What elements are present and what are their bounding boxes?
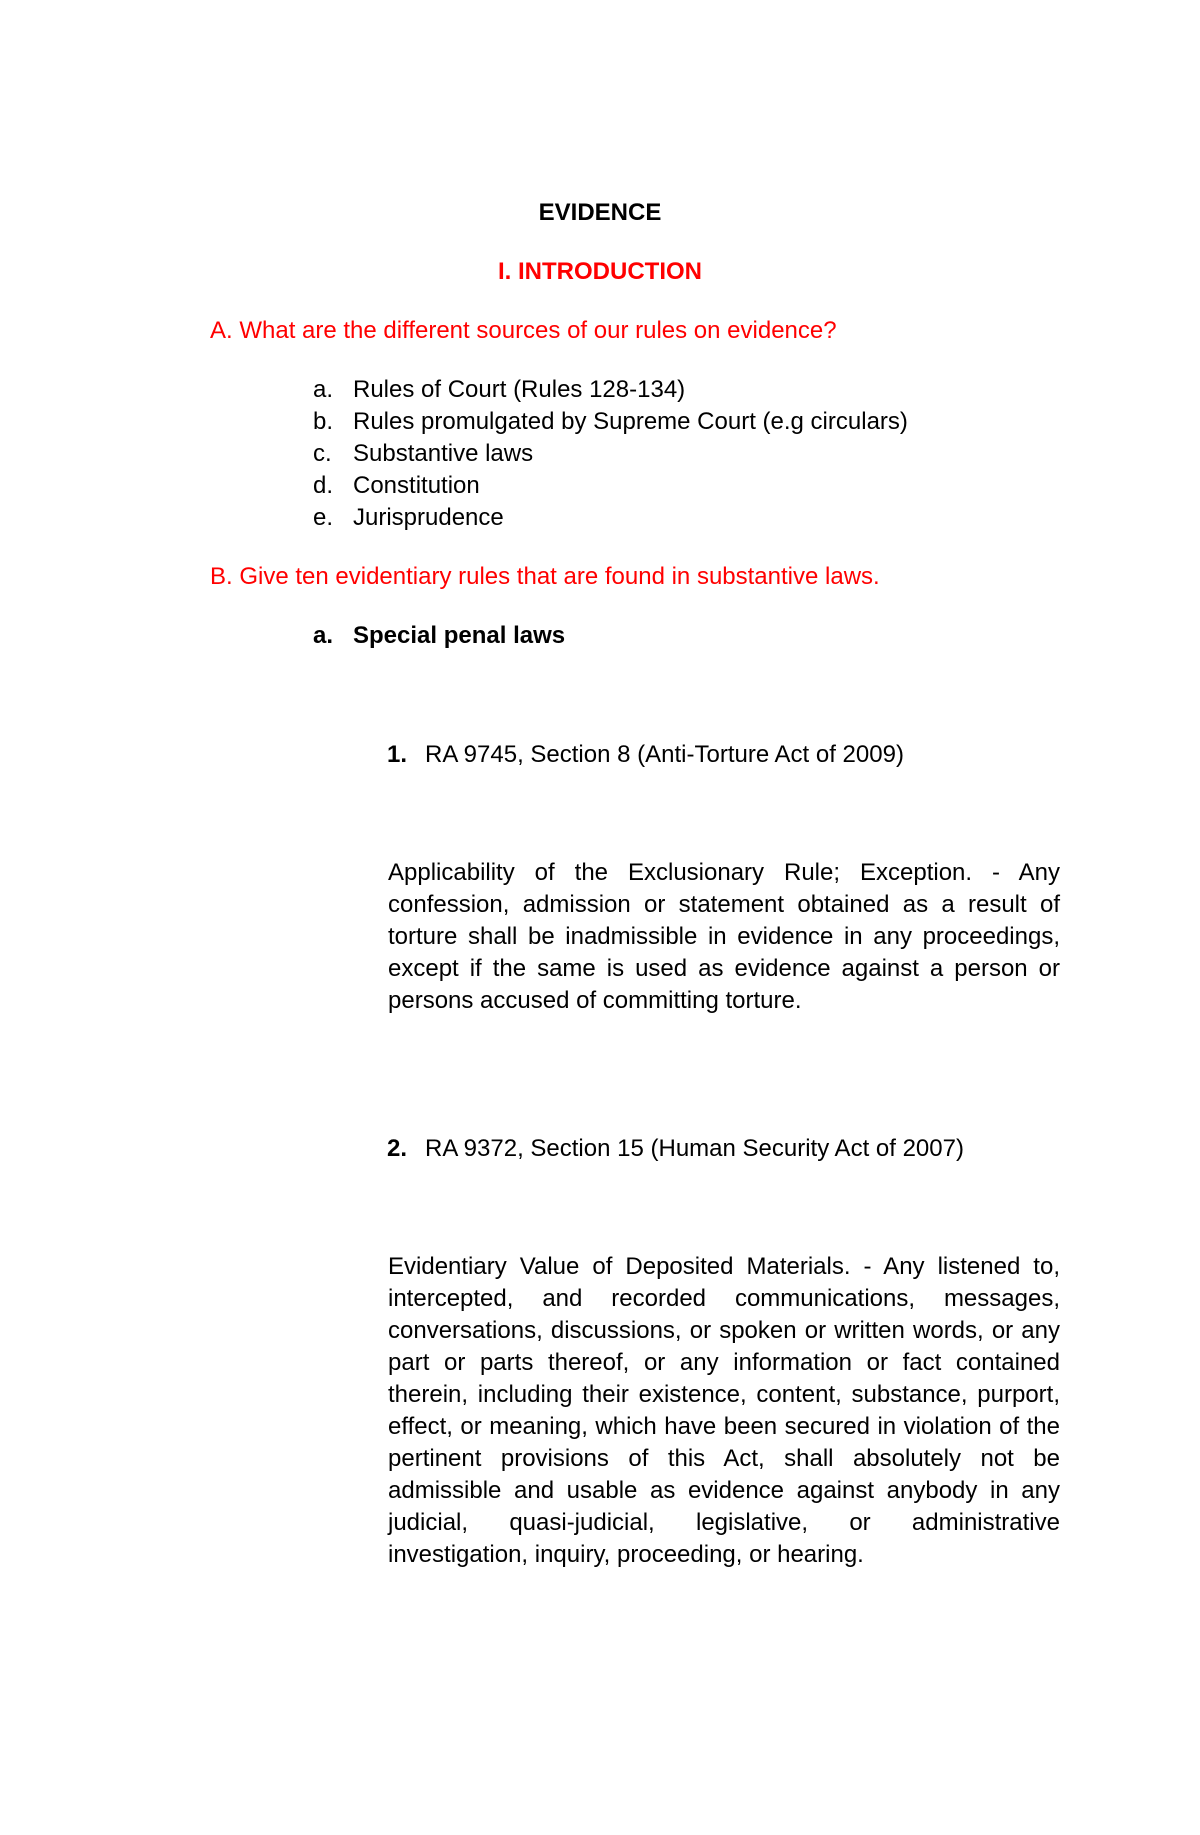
subheading-text: Special penal laws [353,622,566,649]
list-item-text: Constitution [353,472,480,499]
subheading-marker: a. [313,622,334,649]
section-heading: I. INTRODUCTION [498,258,702,285]
item-1-body: Applicability of the Exclusionary Rule; Exception. - Any confession, admission or statement obtained as a result of torture shall be inadmissible in evidence in any proceedings, except if the same is used as evidence against a person or persons accused of committing torture. [388,859,1060,1014]
item-2-heading [387,1133,964,1165]
item-1-heading [387,739,904,771]
list-item [313,470,480,502]
item-citation: RA 9745, Section 8 (Anti-Torture Act of 2009) [425,741,904,768]
item-number: 1. [387,741,408,768]
list-marker: e. [313,504,334,531]
list-marker: d. [313,472,334,499]
question-a: A. What are the different sources of our rules on evidence? [210,317,837,344]
list-item-text: Substantive laws [353,440,534,467]
list-marker: b. [313,408,334,435]
item-citation: RA 9372, Section 15 (Human Security Act of 2007) [425,1135,964,1162]
list-item-text: Rules promulgated by Supreme Court (e.g circulars) [353,408,908,435]
document-title: EVIDENCE [538,199,662,226]
list-marker: a. [313,376,334,403]
question-b: B. Give ten evidentiary rules that are found in substantive laws. [210,563,880,590]
list-marker: c. [313,440,332,467]
subheading-special-penal-laws [313,620,565,652]
list-item [313,502,504,534]
list-item [313,406,908,438]
item-2-body: Evidentiary Value of Deposited Materials. - Any listened to, intercepted, and recorded communications, messages, conversations, discussions, or spoken or written words, or any part or parts thereof, or any information or fact contained therein, including their existence, content, substance, purport, effect, or meaning, which have been secured in violation of the pertinent provisions of this Act, shall absolutely not be admissible and usable as evidence against anybody in any judicial, quasi-judicial, legislative, or administrative investigation, inquiry, proceeding, or hearing. [388,1253,1060,1568]
list-item-text: Jurisprudence [353,504,504,531]
list-item [313,438,533,470]
list-item [313,374,685,406]
item-number: 2. [387,1135,408,1162]
list-item-text: Rules of Court (Rules 128-134) [353,376,686,403]
